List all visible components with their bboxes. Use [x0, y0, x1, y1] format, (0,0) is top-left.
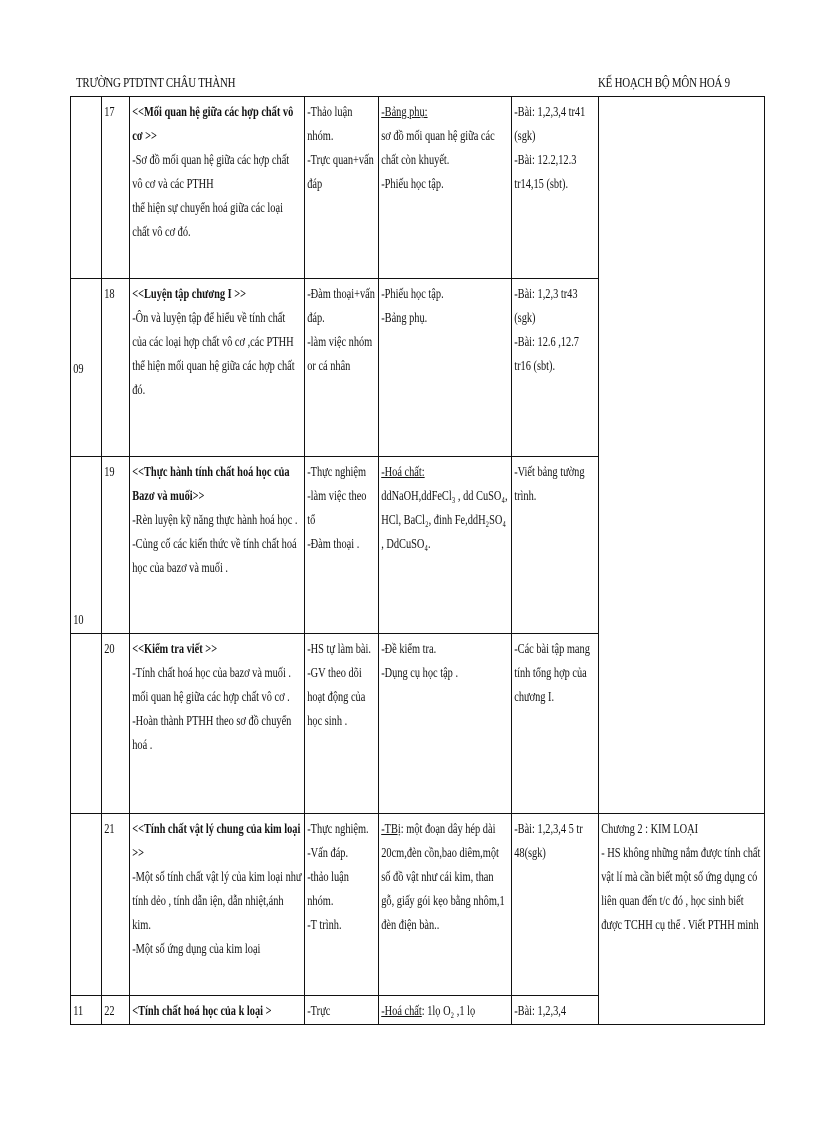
lesson-title: <<Thực hành tính chất hoá học của Bazơ và muối>> [132, 465, 290, 504]
lesson-plan-table [70, 96, 765, 1025]
lesson-content-cell: <<Kiểm tra viết >> -Tính chất hoá học của bazơ và muối . mối quan hệ giữa các hợp chất vô cơ . -Hoàn thành PTHH theo sơ đồ chuyển hoá . [130, 634, 305, 814]
content-line: -Sơ đồ mối quan hệ giữa các hợp chất vô cơ và các PTHH [132, 153, 290, 192]
materials-cell: -Đề kiểm tra. -Dụng cụ học tập . [379, 634, 512, 814]
chapter-heading: Chương 2 : KIM LOẠI [601, 822, 699, 837]
method-cell: -Thảo luận nhóm. -Trực quan+vấn đáp [305, 97, 379, 279]
lesson-content-cell: <<Luyện tập chương I >> -Ôn và luyện tập để hiểu về tính chất của các loại hợp chất vô cơ ,các PTHH thể hiện mối quan hệ giữa các hợp chất đó. [130, 279, 305, 457]
exercises-cell: -Bài: 1,2,3,4 5 tr 48(sgk) [512, 814, 599, 996]
method-cell: -Trực [305, 996, 379, 1025]
method-cell: -Thực nghiệm -làm việc theo tổ -Đàm thoại . [305, 457, 379, 634]
lesson-title: <<Kiểm tra viết >> [132, 642, 218, 657]
exercises-cell: -Các bài tập mang tính tổng hợp của chương I. [512, 634, 599, 814]
lesson-title: <<Mối quan hệ giữa các hợp chất vô cơ >> [132, 105, 294, 144]
week-cell [71, 634, 102, 814]
table-row [71, 814, 765, 996]
lesson-number: 20 [102, 634, 130, 814]
week-number: 11 [71, 996, 102, 1025]
lesson-title: <<Luyện tập chương I >> [132, 287, 247, 302]
lesson-number: 19 [102, 457, 130, 634]
lesson-number: 22 [102, 996, 130, 1025]
table-row [71, 97, 765, 279]
lesson-title: <<Tính chất vật lý chung của kim loại >> [132, 822, 301, 861]
lesson-content-cell [130, 97, 305, 279]
exercises-cell: -Bài: 1,2,3,4 [512, 996, 599, 1025]
content-line: thể hiện sự chuyển hoá giữa các loại chất vô cơ đó. [132, 201, 283, 240]
week-cell [71, 814, 102, 996]
exercises-cell: -Bài: 1,2,3,4 tr41 (sgk) -Bài: 12.2,12.3 tr14,15 (sbt). [512, 97, 599, 279]
school-name: TRƯỜNG PTDTNT CHÂU THÀNH [76, 76, 236, 91]
materials-cell: -Hoá chất: 1lọ O₂ ,1 lọ [379, 996, 512, 1025]
document-title: KẾ HOẠCH BỘ MÔN HOÁ 9 [598, 76, 730, 91]
materials-cell: -Hoá chất: ddNaOH,ddFeCl₃ , dd CuSO₄, HCl, BaCl₂, đinh Fe,ddH₂SO₄ , DdCuSO₄. [379, 457, 512, 634]
lesson-content-cell [130, 996, 305, 1025]
method-cell: -Đàm thoại+vấn đáp. -làm việc nhóm or cá nhân [305, 279, 379, 457]
exercises-cell: -Viết bảng tường trình. [512, 457, 599, 634]
notes-cell: Chương 2 : KIM LOẠI - HS không những nắm được tính chất vật lí mà cần biết một số ứng dụng có liên quan đến t/c đó , học sinh biết được TCHH cụ thể . Viết PTHH minh [599, 814, 765, 1025]
notes-cell [599, 97, 765, 814]
week-number: 10 [71, 457, 102, 634]
lesson-content-cell: <<Tính chất vật lý chung của kim loại >> -Một số tính chất vật lý của kim loại như tính dẻo , tính dẫn iện, dẫn nhiệt,ánh kim. -Một số ứng dụng của kim loại [130, 814, 305, 996]
week-cell [71, 97, 102, 279]
week-number: 09 [71, 279, 102, 457]
materials-cell: -TBị: một đoạn dây hép dài 20cm,đèn cồn,bao diêm,một số đồ vật như cái kim, than gỗ, giấy gói kẹo bằng nhôm,1 đèn điện bàn.. [379, 814, 512, 996]
lesson-number: 18 [102, 279, 130, 457]
exercises-cell: -Bài: 1,2,3 tr43 (sgk) -Bài: 12.6 ,12.7 tr16 (sbt). [512, 279, 599, 457]
materials-cell: -Phiếu học tập. -Bảng phụ. [379, 279, 512, 457]
method-cell: -HS tự làm bài. -GV theo dõi hoạt động của học sinh . [305, 634, 379, 814]
lesson-content-cell: <<Thực hành tính chất hoá học của Bazơ và muối>> -Rèn luyện kỹ năng thực hành hoá học . -Củng cố các kiến thức về tính chất hoá học của bazơ và muối . [130, 457, 305, 634]
method-cell: -Thực nghiệm. -Vấn đáp. -thảo luận nhóm. -T trình. [305, 814, 379, 996]
materials-cell: -Bảng phụ: sơ đồ mối quan hệ giữa các chất còn khuyết. -Phiếu học tập. [379, 97, 512, 279]
lesson-number: 17 [102, 97, 130, 279]
lesson-number: 21 [102, 814, 130, 996]
lesson-title: <Tính chất hoá học của k loại > [132, 1004, 272, 1019]
